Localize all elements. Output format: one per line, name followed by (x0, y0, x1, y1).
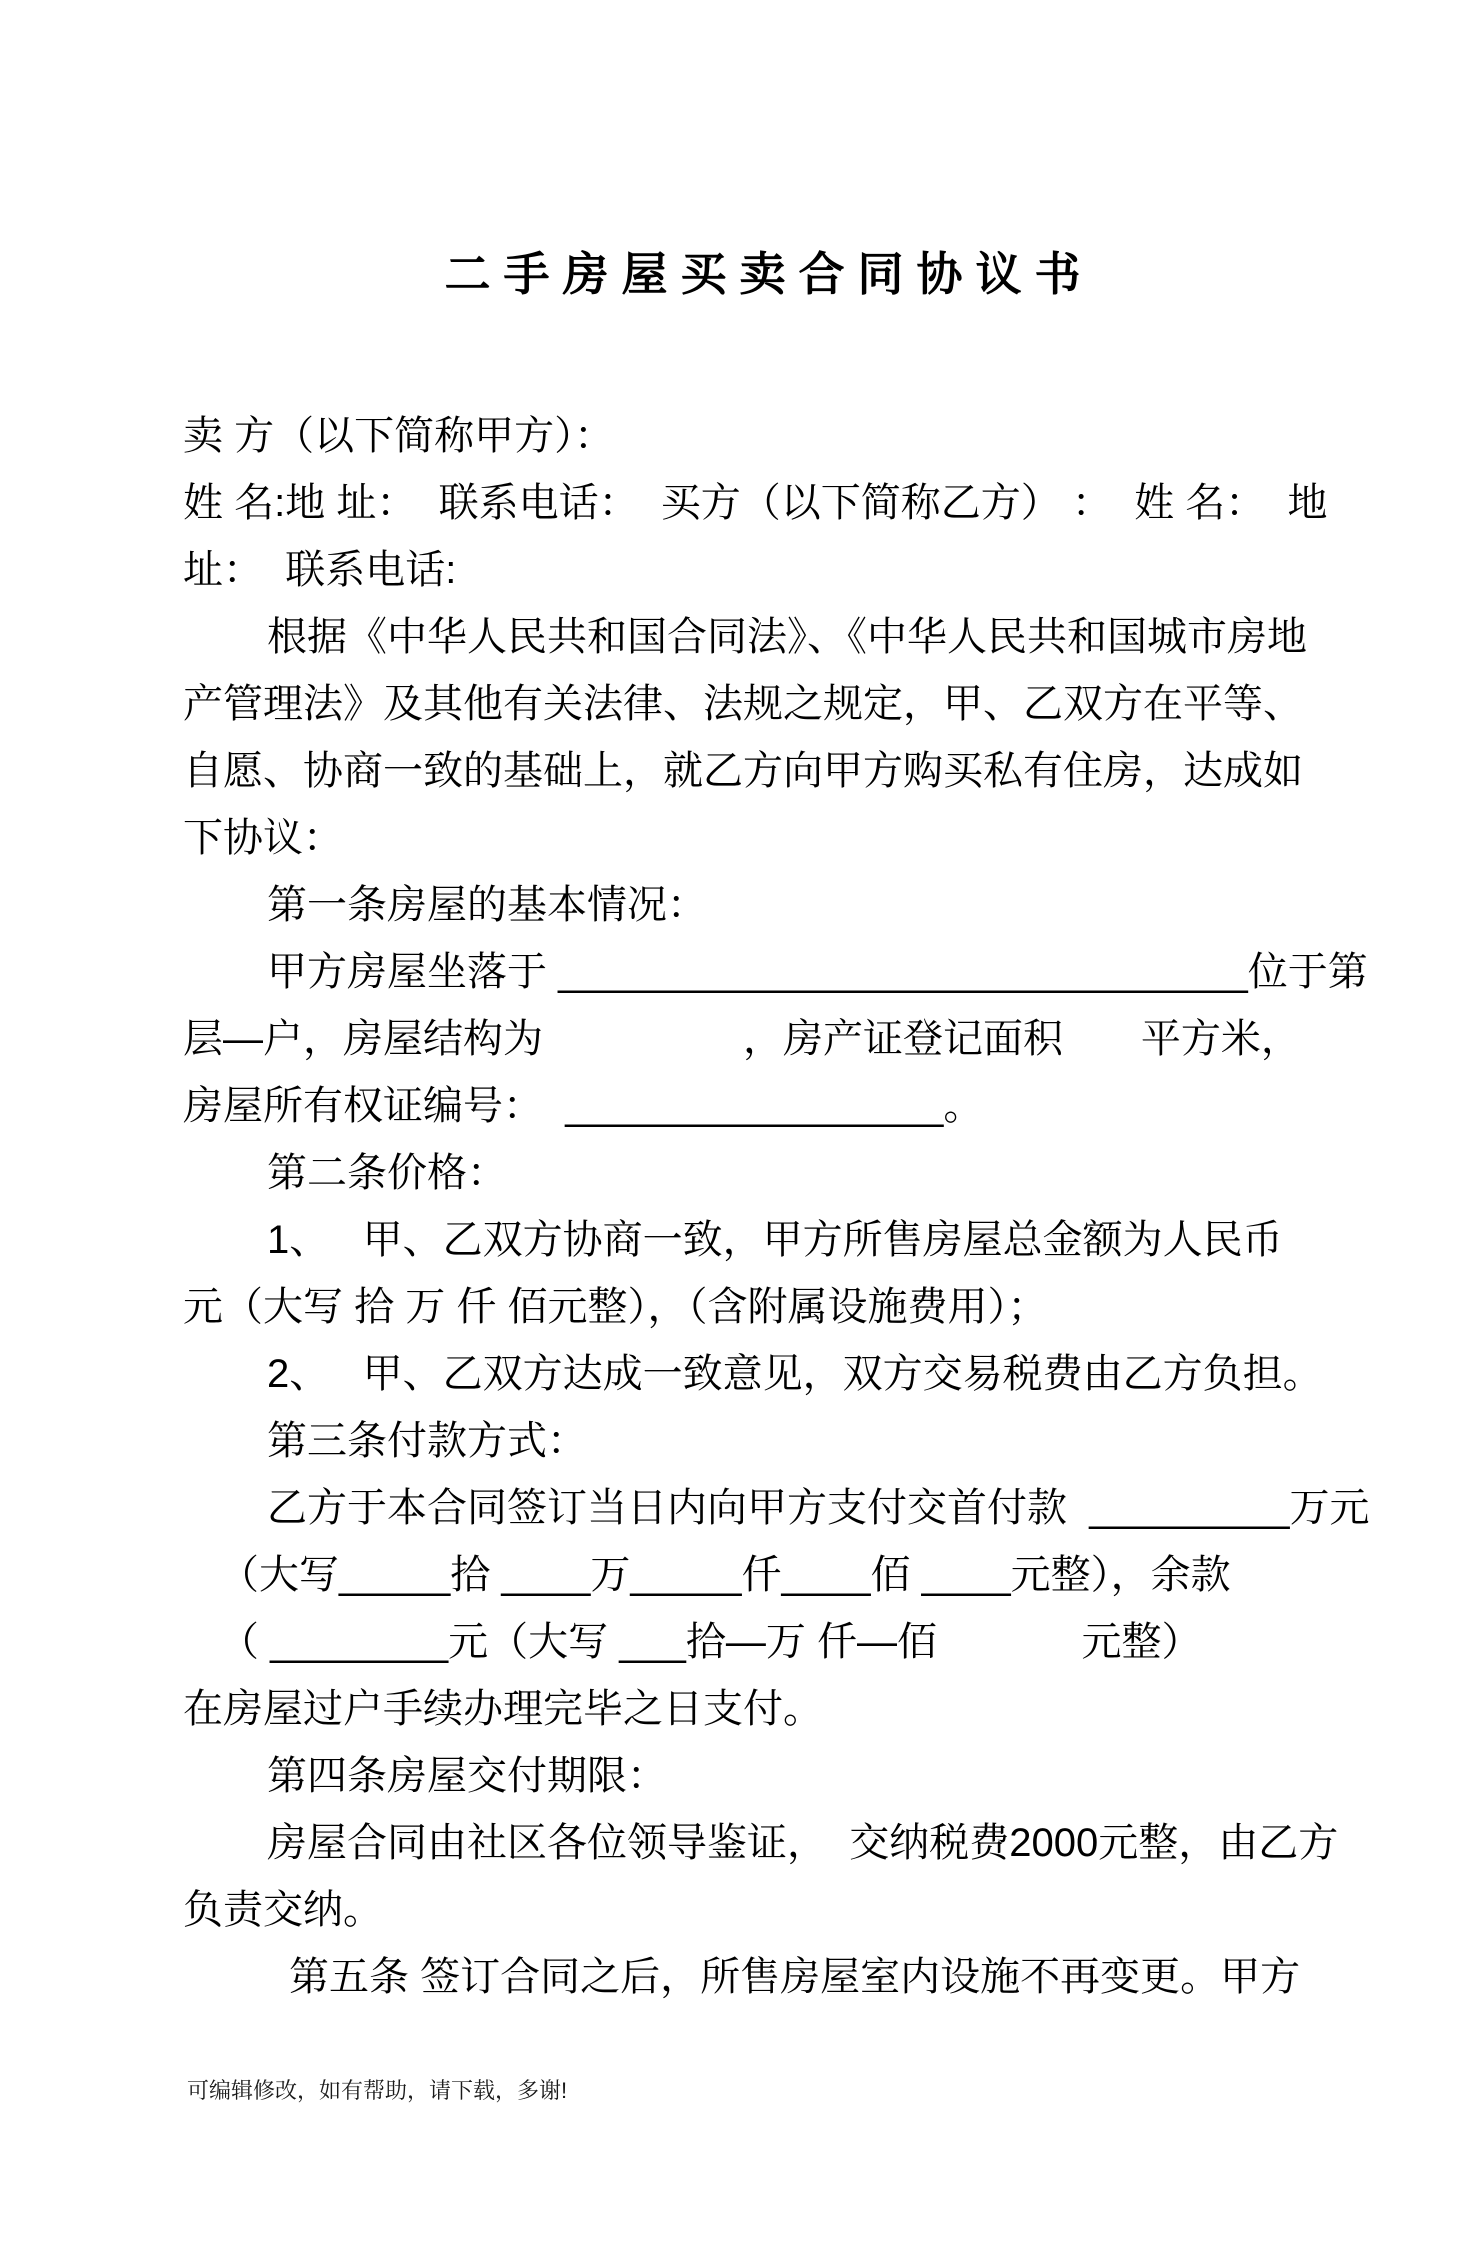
footer-note: 可编辑修改，如有帮助，请下载，多谢! (187, 2078, 568, 2103)
contract-line-article4: 第四条房屋交付期限： (267, 1754, 667, 1798)
contract-line-article1: 第一条房屋的基本情况： (267, 883, 707, 927)
contract-line-article5: 第五条 签订合同之后，所售房屋室内设施不再变更。甲方 (289, 1955, 1301, 1999)
contract-line-price-amount: 元（大写 拾 万 仟 佰元整），（含附属设施费用）； (183, 1285, 1048, 1329)
contract-line-seller: 卖 方（以下简称甲方）： (183, 414, 615, 458)
contract-line-certificate: 房屋所有权证编号： _________________。 (183, 1084, 984, 1128)
contract-line-article2: 第二条价格： (267, 1151, 507, 1195)
contract-line-preamble: 下协议： (183, 816, 343, 860)
contract-line-location: 甲方房屋坐落于 _______________________________位于第 (267, 950, 1368, 994)
contract-line-preamble: 根据《中华人民共和国合同法》、《中华人民共和国城市房地 (267, 615, 1307, 659)
contract-line-payment-date: 在房屋过户手续办理完毕之日支付。 (183, 1687, 823, 1731)
contract-line-tax: 房屋合同由社区各位领导鉴证， 交纳税费2000元整，由乙方 (267, 1821, 1339, 1865)
contract-line-preamble: 产管理法》及其他有关法律、法规之规定，甲、乙双方在平等、 (183, 682, 1303, 726)
contract-line-preamble: 自愿、协商一致的基础上，就乙方向甲方购买私有住房，达成如 (183, 749, 1303, 793)
contract-line-article3: 第三条付款方式： (267, 1419, 587, 1463)
contract-line-tax-payer: 负责交纳。 (183, 1888, 383, 1932)
contract-line-price-2: 2、 甲、乙双方达成一致意见，双方交易税费由乙方负担。 (267, 1352, 1323, 1396)
contract-line-balance: （ ________元（大写 ___拾—万 仟—佰 元整） (219, 1620, 1202, 1664)
contract-line-parties: 姓 名:地 址： 联系电话： 买方（以下简称乙方） ： 姓 名： 地 (183, 481, 1328, 525)
contract-line-price-1: 1、 甲、乙双方协商一致，甲方所售房屋总金额为人民币 (267, 1218, 1283, 1262)
document-body (183, 403, 1370, 2011)
contract-line-structure: 层—户，房屋结构为 ，房产证登记面积 平方米， (183, 1017, 1301, 1061)
contract-line-downpayment: 乙方于本合同签订当日内向甲方支付交首付款 _________万元 (267, 1486, 1370, 1530)
document-title: 二手房屋买卖合同协议书 (444, 248, 1094, 300)
contract-line-amount-words: （大写_____拾 ____万_____仟____佰 ____元整），余款 (219, 1553, 1231, 1597)
contract-line-contact: 址： 联系电话: (183, 548, 457, 592)
